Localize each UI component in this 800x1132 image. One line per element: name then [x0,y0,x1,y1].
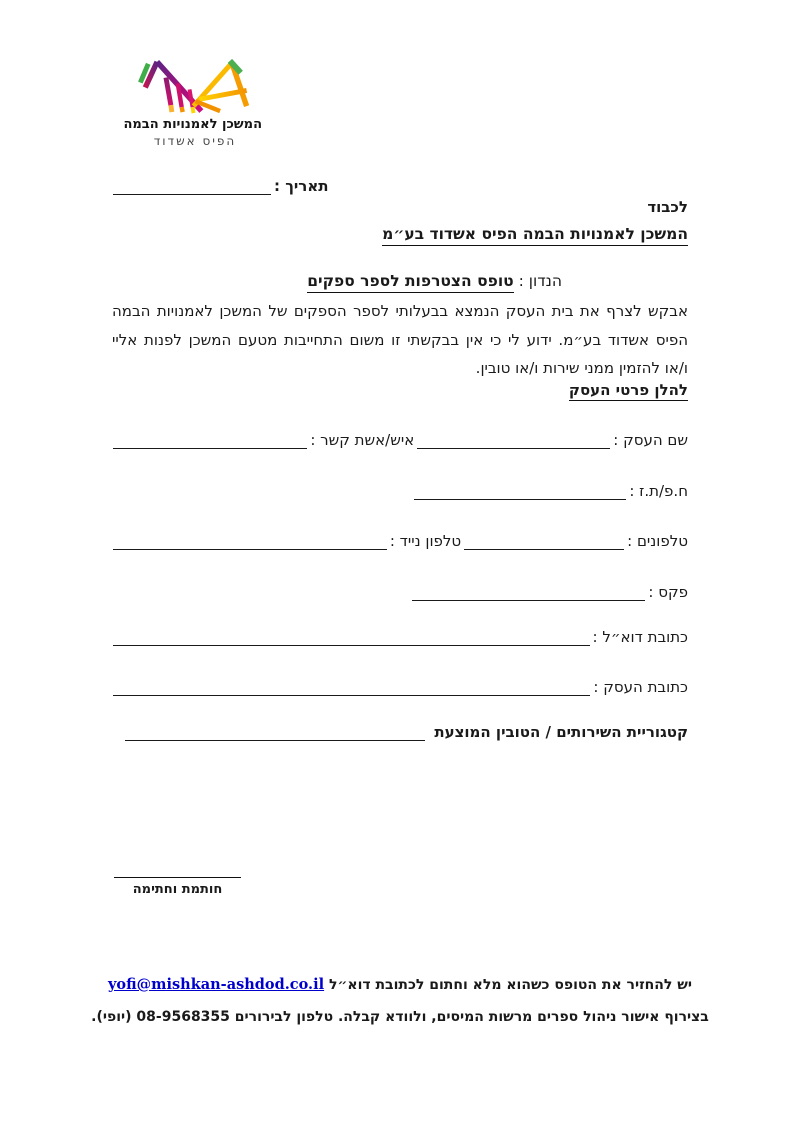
phones-label: טלפונים : [627,532,688,550]
business-address-blank [113,681,590,696]
email-address-row [113,627,688,646]
fax-blank [412,586,645,601]
mobile-phone-label: טלפון נייד : [389,532,462,550]
business-name-label: שם העסק : [613,431,688,449]
details-heading: להלן פרטי העסק [568,381,688,399]
category-blank [125,726,425,741]
contact-person-blank [113,434,307,449]
to-label: לכבוד [647,198,688,216]
fax-label: פקס : [648,583,688,601]
subject-title: טופס הצטרפות לספר ספקים [307,272,513,293]
org-subtitle: הפיס אשדוד [153,134,237,148]
category-label: קטגוריית השירותים / הטובין המוצעת [434,723,688,741]
addressee-name: המשכן לאמנויות הבמה הפיס אשדוד בע״מ [382,225,688,246]
fax-row [113,582,688,601]
business-name-blank [417,434,610,449]
logo-graphic [136,54,250,115]
signature-block [114,877,241,897]
category-row [113,722,688,741]
email-address-blank [113,631,590,646]
request-paragraph: אבקש לצרף את בית העסק הנמצא בבעלותי לספר הספקים של המשכן לאמנויות הבמה הפיס אשדוד בע״מ. ידוע לי כי אין בבקשתי זו משום התחייבות מטעם המשכן לפנות אליי ו/או להזמין ממני שירות ו/או טובין. [112,302,688,377]
company-id-label: ח.פ/ת.ז : [629,482,688,500]
subject-line [307,272,562,290]
letterhead [123,54,262,148]
company-id-blank [414,485,626,500]
company-id-row [113,481,688,500]
phones-blank [464,535,624,550]
business-address-label: כתובת העסק : [593,678,688,696]
date-row [113,177,329,195]
addressee-block [382,198,688,246]
mobile-phone-blank [113,535,387,550]
business-name-row [113,430,688,449]
subject-label: הנדון : [518,272,562,290]
return-instruction: יש להחזיר את הטופס כשהוא מלא וחתום לכתובת דוא״ל [328,977,692,993]
footer-line-2: בצירוף אישור ניהול ספרים מרשות המיסים, ולוודא קבלה. טלפון לבירורים 08-9568355 (יופי). [91,1009,709,1025]
email-address-label: כתובת דוא״ל : [592,628,688,646]
date-blank [113,180,271,195]
date-label: תאריך : [274,177,329,195]
org-name: המשכן לאמנויות הבמה [123,117,262,132]
contact-person-label: איש/אשת קשר : [310,431,415,449]
business-address-row [113,677,688,696]
signature-label: חותמת וחתימה [132,882,223,897]
footer-line-1 [0,976,800,993]
footer-email-link[interactable]: yofi@mishkan-ashdod.co.il [108,976,325,993]
phones-row [113,531,688,550]
